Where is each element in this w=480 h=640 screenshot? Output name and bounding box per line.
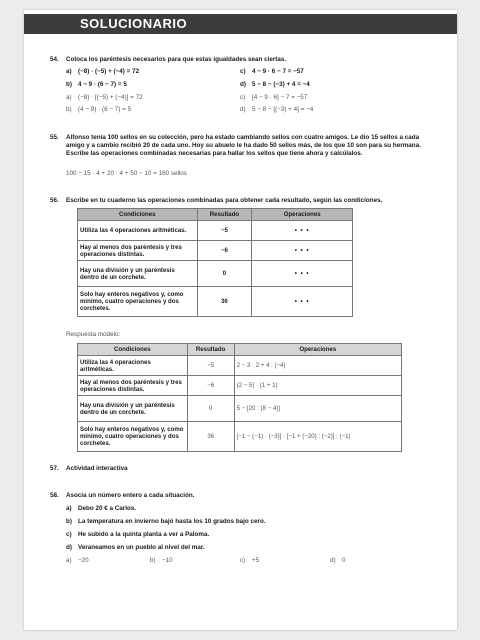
ex54-q-d: 5 − 8 − (−3) + 4 = −4 [252,81,310,88]
cell-operations: 2 − 3 · 2 + 4 : (−4) [234,356,401,376]
ex55-answer: 100 − 15 · 4 + 20 · 4 + 50 − 10 = 160 sellos [66,170,187,177]
table-row [78,376,402,396]
table-row [78,221,353,241]
header-result: Resultado [187,344,234,356]
header-conditions: Condiciones [78,344,188,356]
ex58-ans-c: +5 [252,557,260,564]
table-row [78,287,353,317]
ex54-a-b-label: b) [66,106,72,113]
model-answer-table [77,343,402,452]
ex58-item-c-label: c) [66,531,72,538]
ex58-item-d-label: d) [66,544,72,551]
ex58-statement: Asocia un número entero a cada situación. [66,492,195,499]
cell-operations: • • • [252,261,353,287]
ex58-number: 58. [50,492,59,499]
cell-condition: Utiliza las 4 operaciones aritméticas. [78,221,198,241]
ex54-q-b: 4 − 9 · (6 − 7) = 5 [78,81,127,88]
ex54-q-d-label: d) [240,81,246,88]
table-row [78,356,402,376]
cell-result: −5 [197,221,252,241]
table-row [78,261,353,287]
header-banner [24,14,457,34]
cell-operations: 5 − [20 : (8 − 4)] [234,396,401,422]
table-row [78,396,402,422]
ex55-statement: Alfonso tenía 100 sellos en su colección, pero ha estado cambiando sellos con cuatro amigos. Le dio 15 sellos a cada amigo y a cambio recibió 20 de cada uno. Hoy su abuelo le ha dado 50 sellos más, de los que 10 son para su hermana. Escribe las operaciones combinadas necesarias para hallar los sellos que tiene ahora y calcúlalos. [66,134,421,157]
ex54-q-a: (−8) · (−5) + (−4) = 72 [78,68,140,75]
ex58-ans-c-label: c) [240,557,246,564]
model-answer-label: Respuesta modelo: [66,331,121,338]
cell-result: 36 [197,287,252,317]
ex58-item-b-label: b) [66,518,72,525]
cell-operations: • • • [252,287,353,317]
ex56-statement: Escribe en tu cuaderno las operaciones combinadas para obtener cada resultado, según las condiciones. [66,197,383,204]
conditions-table [77,208,353,317]
ex54-a-d: 5 − 8 − [(−3) + 4] = −4 [252,106,314,113]
ex57-number: 57. [50,465,59,472]
ex54-q-a-label: a) [66,68,72,75]
cell-condition: Hay una división y un paréntesis dentro de un corchete. [78,396,188,422]
ex58-item-d: Veraneamos en un pueblo al nivel del mar. [78,544,205,551]
cell-condition: Hay una división y un paréntesis dentro de un corchete. [78,261,198,287]
ex54-a-a: (−8) · [(−5) + (−4)] = 72 [78,94,143,101]
ex54-q-c-label: c) [240,68,246,75]
ex58-item-a-label: a) [66,505,72,512]
cell-result: −6 [187,376,234,396]
ex54-a-c-label: c) [240,94,246,101]
cell-operations: [−1 − (−1) · (−3)] · [−1 + (−20) : (−2)] : (−1) [234,422,401,452]
ex58-ans-a: −20 [78,557,89,564]
header-result: Resultado [197,209,252,221]
cell-result: −6 [197,241,252,261]
header-operations: Operaciones [234,344,401,356]
ex58-ans-a-label: a) [66,557,72,564]
cell-operations: (2 − 5) · (1 + 1) [234,376,401,396]
ex58-ans-d-label: d) [330,557,336,564]
table-header-row [78,209,353,221]
cell-condition: Hay al menos dos paréntesis y tres operaciones distintas. [78,241,198,261]
cell-operations: • • • [252,221,353,241]
ex54-a-d-label: d) [240,106,246,113]
cell-condition: Solo hay enteros negativos y, como mínimo, cuatro operaciones y dos corchetes. [78,287,198,317]
ex56-number: 56. [50,197,59,204]
header-conditions: Condiciones [78,209,198,221]
cell-condition: Solo hay enteros negativos y, como mínimo, cuatro operaciones y dos corchetes. [78,422,188,452]
ex54-number: 54. [50,56,59,63]
cell-result: 36 [187,422,234,452]
ex54-q-b-label: b) [66,81,72,88]
header-operations: Operaciones [252,209,353,221]
table-row [78,422,402,452]
ex54-a-a-label: a) [66,94,72,101]
page-title: SOLUCIONARIO [80,16,188,31]
ex54-a-c: [4 − 9 · 6] − 7 = −57 [252,94,308,101]
cell-result: 0 [197,261,252,287]
table-row [78,241,353,261]
ex58-item-c: He subido a la quinta planta a ver a Paloma. [78,531,210,538]
ex58-ans-d: 0 [342,557,346,564]
cell-result: −5 [187,356,234,376]
cell-result: 0 [187,396,234,422]
table-header-row [78,344,402,356]
ex57-statement: Actividad interactiva [66,465,128,472]
ex58-ans-b: −10 [162,557,173,564]
cell-operations: • • • [252,241,353,261]
ex54-a-b: (4 − 9) · (6 − 7) = 5 [78,106,132,113]
ex58-item-a: Debo 20 € a Carlos. [78,505,137,512]
ex54-statement: Coloca los paréntesis necesarios para que estas igualdades sean ciertas. [66,56,287,63]
ex55-number: 55. [50,134,59,141]
cell-condition: Hay al menos dos paréntesis y tres operaciones distintas. [78,376,188,396]
ex54-q-c: 4 − 9 · 6 − 7 = −57 [252,68,304,75]
cell-condition: Utiliza las 4 operaciones aritméticas. [78,356,188,376]
ex58-item-b: La temperatura en invierno bajó hasta los 10 grados bajo cero. [78,518,266,525]
ex58-ans-b-label: b) [150,557,156,564]
